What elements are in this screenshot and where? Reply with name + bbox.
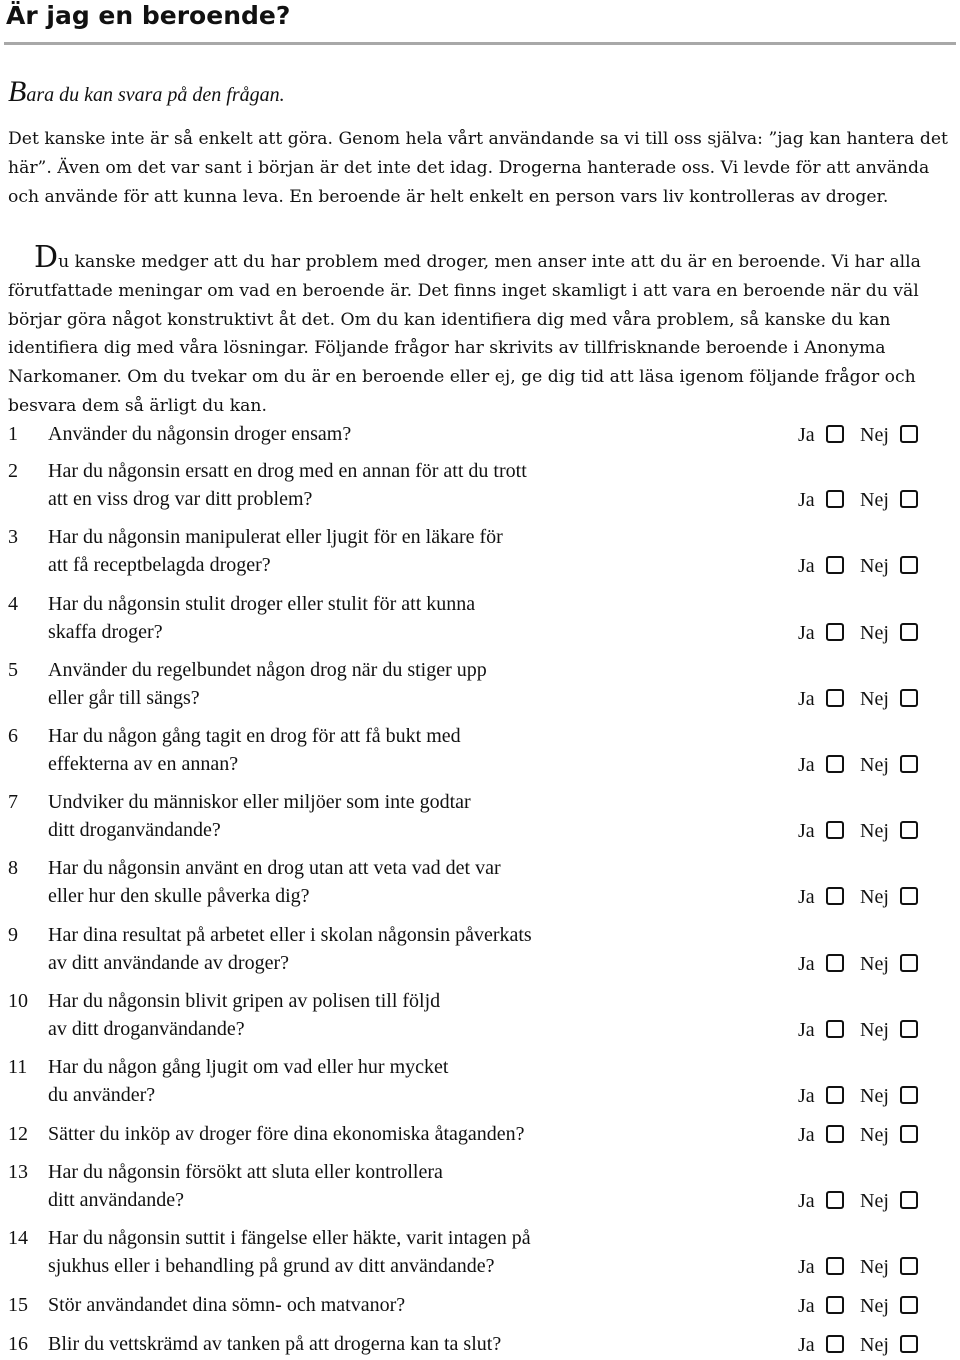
yes-label: Ja xyxy=(798,555,815,578)
yes-checkbox[interactable] xyxy=(826,689,844,707)
no-checkbox[interactable] xyxy=(900,1020,918,1038)
yes-label: Ja xyxy=(798,424,815,447)
no-checkbox[interactable] xyxy=(900,623,918,641)
question-text: Har du någonsin ersatt en drog med en annan för att du trott xyxy=(48,460,527,482)
question-text-continued: du använder? xyxy=(48,1084,156,1106)
question-number: 16 xyxy=(8,1333,28,1355)
question-text-continued: effekterna av en annan? xyxy=(48,753,239,775)
yes-checkbox[interactable] xyxy=(826,1296,844,1314)
no-label: Nej xyxy=(860,1334,889,1357)
yes-label: Ja xyxy=(798,1334,815,1357)
question-text: Använder du regelbundet någon drog när du stiger upp xyxy=(48,659,487,681)
no-label: Nej xyxy=(860,424,889,447)
question-text: Har du någon gång ljugit om vad eller hur mycket xyxy=(48,1056,449,1078)
question-text: Använder du någonsin droger ensam? xyxy=(48,423,352,445)
answer-options xyxy=(798,816,918,845)
question-text: Har du någonsin suttit i fängelse eller häkte, varit intagen på xyxy=(48,1227,531,1249)
yes-checkbox[interactable] xyxy=(826,1191,844,1209)
yes-label: Ja xyxy=(798,1085,815,1108)
no-checkbox[interactable] xyxy=(900,425,918,443)
answer-options xyxy=(798,420,918,449)
no-label: Nej xyxy=(860,1124,889,1147)
yes-checkbox[interactable] xyxy=(826,1257,844,1275)
question-text: Har du någonsin blivit gripen av polisen till följd xyxy=(48,990,441,1012)
no-label: Nej xyxy=(860,1295,889,1318)
no-checkbox[interactable] xyxy=(900,1086,918,1104)
question-number: 8 xyxy=(8,857,18,879)
question-number: 5 xyxy=(8,659,18,681)
question-text: Har du någonsin försökt att sluta eller kontrollera xyxy=(48,1161,443,1183)
no-checkbox[interactable] xyxy=(900,490,918,508)
no-label: Nej xyxy=(860,622,889,645)
answer-options xyxy=(798,882,918,911)
question-text: Har du någonsin manipulerat eller ljugit för en läkare för xyxy=(48,526,503,548)
question-number: 7 xyxy=(8,791,18,813)
answer-options xyxy=(798,485,918,514)
answer-options xyxy=(798,750,918,779)
yes-checkbox[interactable] xyxy=(826,755,844,773)
question-text-continued: ditt droganvändande? xyxy=(48,819,221,841)
answer-options xyxy=(798,1252,918,1281)
no-checkbox[interactable] xyxy=(900,1296,918,1314)
yes-label: Ja xyxy=(798,622,815,645)
no-checkbox[interactable] xyxy=(900,755,918,773)
question-text-continued: ditt användande? xyxy=(48,1189,185,1211)
answer-options xyxy=(798,949,918,978)
no-label: Nej xyxy=(860,886,889,909)
answer-options xyxy=(798,1291,918,1320)
question-text: Sätter du inköp av droger före dina ekonomiska åtaganden? xyxy=(48,1123,525,1145)
question-number: 10 xyxy=(8,990,28,1012)
answer-options xyxy=(798,1330,918,1359)
answer-options xyxy=(798,1081,918,1110)
question-text-continued: att en viss drog var ditt problem? xyxy=(48,488,313,510)
yes-checkbox[interactable] xyxy=(826,623,844,641)
no-label: Nej xyxy=(860,688,889,711)
question-text: Stör användandet dina sömn- och matvanor? xyxy=(48,1294,406,1316)
no-label: Nej xyxy=(860,1019,889,1042)
yes-checkbox[interactable] xyxy=(826,954,844,972)
question-number: 9 xyxy=(8,924,18,946)
question-text-continued: eller går till sängs? xyxy=(48,687,200,709)
paragraph-dropcap: D xyxy=(34,240,59,275)
yes-checkbox[interactable] xyxy=(826,821,844,839)
question-text-continued: eller hur den skulle påverka dig? xyxy=(48,885,310,907)
question-number: 15 xyxy=(8,1294,28,1316)
subtitle xyxy=(8,76,285,111)
question-text: Har du någonsin använt en drog utan att veta vad det var xyxy=(48,857,501,879)
subtitle-text: ara du kan svara på den frågan. xyxy=(26,84,285,106)
question-text: Blir du vettskrämd av tanken på att drogerna kan ta slut? xyxy=(48,1333,502,1355)
yes-label: Ja xyxy=(798,1256,815,1279)
no-label: Nej xyxy=(860,1085,889,1108)
yes-checkbox[interactable] xyxy=(826,425,844,443)
no-checkbox[interactable] xyxy=(900,821,918,839)
yes-label: Ja xyxy=(798,489,815,512)
no-checkbox[interactable] xyxy=(900,1191,918,1209)
question-text: Har du någonsin stulit droger eller stulit för att kunna xyxy=(48,593,476,615)
yes-label: Ja xyxy=(798,1295,815,1318)
question-text: Har du någon gång tagit en drog för att få bukt med xyxy=(48,725,461,747)
no-label: Nej xyxy=(860,953,889,976)
no-checkbox[interactable] xyxy=(900,1257,918,1275)
subtitle-initial: B xyxy=(8,75,27,108)
yes-checkbox[interactable] xyxy=(826,1335,844,1353)
no-checkbox[interactable] xyxy=(900,1125,918,1143)
question-text: Har dina resultat på arbetet eller i skolan någonsin påverkats xyxy=(48,924,532,946)
yes-checkbox[interactable] xyxy=(826,1086,844,1104)
yes-label: Ja xyxy=(798,1124,815,1147)
title-divider xyxy=(4,42,956,45)
answer-options xyxy=(798,551,918,580)
question-text-continued: sjukhus eller i behandling på grund av ditt användande? xyxy=(48,1255,495,1277)
no-checkbox[interactable] xyxy=(900,954,918,972)
yes-label: Ja xyxy=(798,1190,815,1213)
answer-options xyxy=(798,1120,918,1149)
yes-checkbox[interactable] xyxy=(826,887,844,905)
yes-checkbox[interactable] xyxy=(826,1020,844,1038)
yes-checkbox[interactable] xyxy=(826,556,844,574)
answer-options xyxy=(798,1186,918,1215)
page-title: Är jag en beroende? xyxy=(6,1,291,30)
no-checkbox[interactable] xyxy=(900,887,918,905)
question-number: 1 xyxy=(8,423,18,445)
yes-checkbox[interactable] xyxy=(826,1125,844,1143)
question-text: Undviker du människor eller miljöer som inte godtar xyxy=(48,791,471,813)
no-label: Nej xyxy=(860,820,889,843)
yes-label: Ja xyxy=(798,754,815,777)
no-checkbox[interactable] xyxy=(900,1335,918,1353)
question-number: 13 xyxy=(8,1161,28,1183)
question-text-continued: skaffa droger? xyxy=(48,621,163,643)
no-label: Nej xyxy=(860,754,889,777)
question-number: 14 xyxy=(8,1227,28,1249)
question-number: 2 xyxy=(8,460,18,482)
explanation-paragraph xyxy=(8,240,954,421)
answer-options xyxy=(798,684,918,713)
no-checkbox[interactable] xyxy=(900,556,918,574)
yes-label: Ja xyxy=(798,820,815,843)
question-number: 4 xyxy=(8,593,18,615)
yes-checkbox[interactable] xyxy=(826,490,844,508)
question-number: 3 xyxy=(8,526,18,548)
question-text-continued: av ditt användande av droger? xyxy=(48,952,290,974)
no-label: Nej xyxy=(860,555,889,578)
answer-options xyxy=(798,618,918,647)
question-text-continued: av ditt droganvändande? xyxy=(48,1018,245,1040)
yes-label: Ja xyxy=(798,953,815,976)
intro-paragraph: Det kanske inte är så enkelt att göra. Genom hela vårt användande sa vi till oss själva: ”jag kan hantera det här”. Även om det var sant i början är det inte det idag. Drogerna hanterade oss. Vi levde för att använda och använde för att kunna leva. En beroende är helt enkelt en person vars liv kontrolleras av droger. xyxy=(8,129,948,207)
question-text-continued: att få receptbelagda droger? xyxy=(48,554,271,576)
yes-label: Ja xyxy=(798,688,815,711)
explanation-text: u kanske medger att du har problem med droger, men anser inte att du är en beroende. Vi har alla förutfattade meningar om vad en beroende är. Det finns inget skamligt i att vara en beroende när du väl börjar göra något konstruktivt åt det. Om du kan identifiera dig med våra problem, så kanske du kan identifiera dig med våra lösningar. Följande frågor har skrivits av tillfrisknande beroende i Anonyma Narkomaner. Om du tvekar om du är en beroende eller ej, ge dig tid att läsa igenom följande frågor och besvara dem så ärligt du kan. xyxy=(8,252,921,416)
question-number: 11 xyxy=(8,1056,28,1078)
no-label: Nej xyxy=(860,1190,889,1213)
yes-label: Ja xyxy=(798,1019,815,1042)
no-checkbox[interactable] xyxy=(900,689,918,707)
no-label: Nej xyxy=(860,489,889,512)
question-number: 12 xyxy=(8,1123,28,1145)
answer-options xyxy=(798,1015,918,1044)
no-label: Nej xyxy=(860,1256,889,1279)
question-number: 6 xyxy=(8,725,18,747)
yes-label: Ja xyxy=(798,886,815,909)
